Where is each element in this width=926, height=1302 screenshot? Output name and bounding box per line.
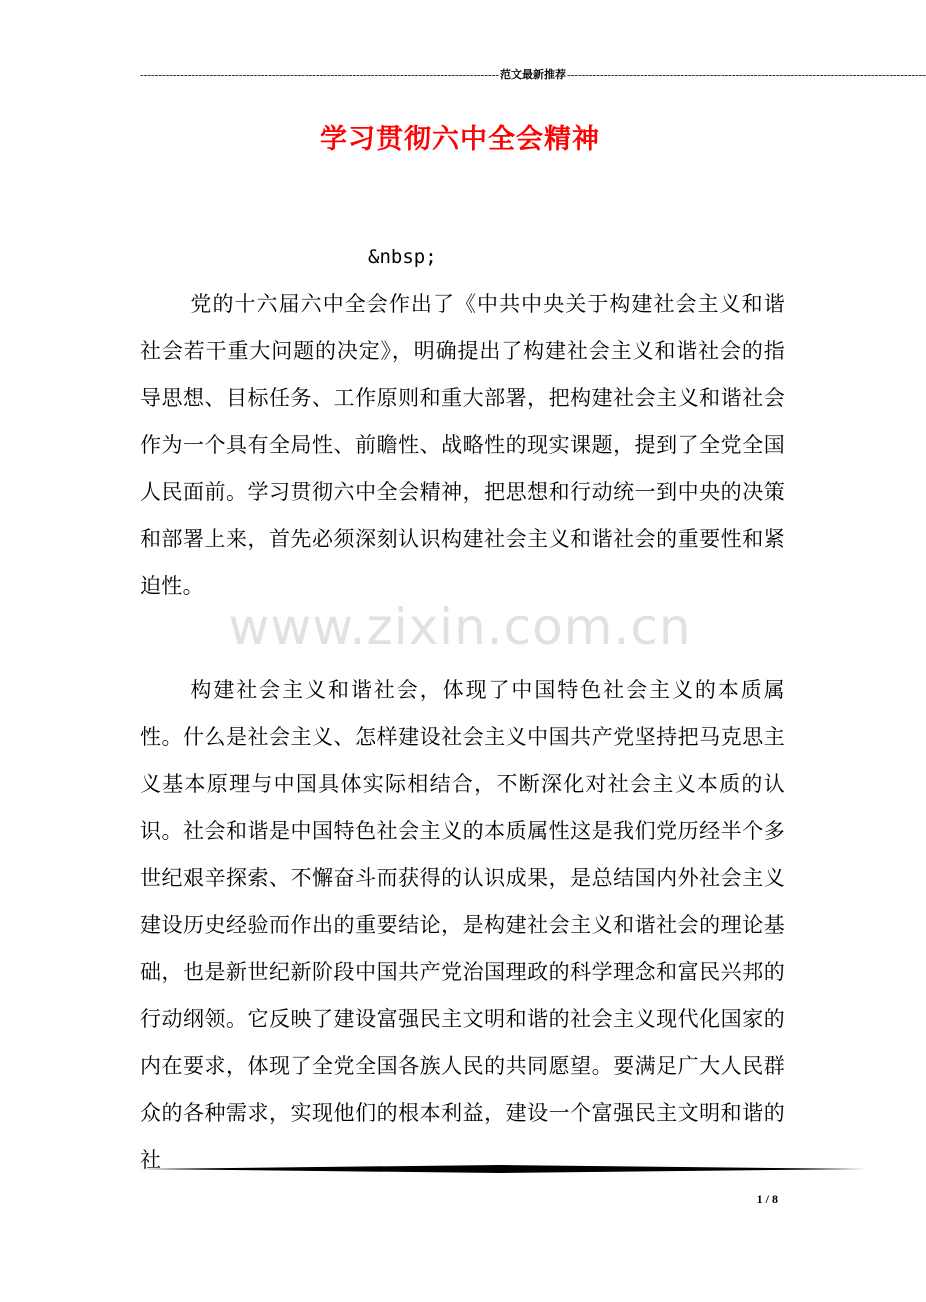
page-header <box>140 68 926 82</box>
document-title: 学习贯彻六中全会精神 <box>320 124 600 155</box>
header-label: 范文最新推荐 <box>499 69 566 81</box>
footer-divider <box>140 1165 865 1173</box>
page-number: 1 / 8 <box>756 1192 778 1206</box>
watermark-text: www.zixin.com.cn <box>228 598 692 656</box>
paragraph-1: 党的十六届六中全会作出了《中共中央关于构建社会主义和谐社会若干重大问题的决定》，明确提出了构建社会主义和谐社会的指导思想、目标任务、工作原则和重大部署，把构建社会主义和谐社会作为一个具有全局性、前瞻性、战略性的现实课题，提到了全党全国人民面前。学习贯彻六中全会精神，把思想和行动统一到中央的决策和部署上来，首先必须深刻认识构建社会主义和谐社会的重要性和紧迫性。 <box>140 292 785 598</box>
header-dashes-left: -------------------------------------------------------------------------------------------------- <box>140 69 499 81</box>
header-dashes-right: -------------------------------------------------------------------------------------------------- <box>566 69 926 81</box>
paragraph-2: 构建社会主义和谐社会，体现了中国特色社会主义的本质属性。什么是社会主义、怎样建设社会主义中国共产党坚持把马克思主义基本原理与中国具体实际相结合，不断深化对社会主义本质的认识。社会和谐是中国特色社会主义的本质属性这是我们党历经半个多世纪艰辛探索、不懈奋斗而获得的认识成果，是总结国内外社会主义建设历史经验而作出的重要结论，是构建社会主义和谐社会的理论基础，也是新世纪新阶段中国共产党治国理政的科学理念和富民兴邦的行动纲领。它反映了建设富强民主文明和谐的社会主义现代化国家的内在要求，体现了全党全国各族人民的共同愿望。要满足广大人民群众的各种需求，实现他们的根本利益，建设一个富强民主文明和谐的社 <box>140 678 785 1172</box>
stray-entity-text: &nbsp; <box>368 246 437 268</box>
